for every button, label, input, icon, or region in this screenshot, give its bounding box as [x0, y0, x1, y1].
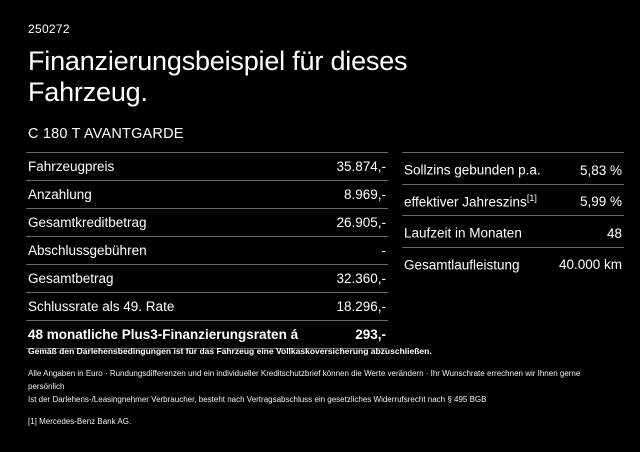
finance-table-right	[402, 152, 624, 278]
reference-number: 250272	[28, 22, 70, 36]
table-row	[26, 292, 388, 320]
table-row	[26, 180, 388, 208]
row-value: -	[381, 243, 386, 258]
row-label: Schlussrate als 49. Rate	[28, 299, 175, 314]
row-value: 293,-	[355, 327, 386, 342]
table-row	[26, 208, 388, 236]
page-title: Finanzierungsbeispiel für dieses Fahrzeug.	[28, 46, 408, 107]
row-value: 8.969,-	[343, 187, 386, 202]
footnote-bank-reference: [1] Mercedes-Benz Bank AG.	[28, 417, 132, 426]
row-label	[404, 253, 520, 274]
finance-tables	[26, 152, 622, 349]
row-value: 26.905,-	[336, 215, 386, 230]
footnote-marker: [1]	[526, 192, 537, 203]
row-label: Fahrzeugpreis	[28, 159, 115, 174]
table-row	[402, 247, 624, 279]
row-label-text: Laufzeit in Monaten	[404, 225, 522, 241]
row-value: 40.000 km	[558, 257, 622, 272]
row-label	[404, 190, 537, 211]
row-label: Anzahlung	[28, 187, 92, 202]
row-label: Gesamtbetrag	[28, 271, 114, 286]
vehicle-model: C 180 T AVANTGARDE	[28, 126, 184, 142]
row-label: 48 monatliche Plus3-Finanzierungsraten á	[28, 327, 299, 342]
row-value: 32.360,-	[336, 271, 386, 286]
row-label-text: Sollzins gebunden p.a.	[404, 162, 541, 178]
row-label: Gesamtkreditbetrag	[28, 215, 147, 230]
row-label-text: effektiver Jahreszins	[404, 194, 527, 209]
footnote-insurance-note: Gemäß den Darlehensbedingungen ist für das Fahrzeug eine Vollkaskoversicherung abzuschließen.	[28, 346, 432, 356]
table-row	[26, 264, 388, 292]
row-value: 48	[606, 225, 622, 241]
row-label	[404, 221, 522, 242]
row-label: Abschlussgebühren	[28, 243, 147, 258]
row-label	[404, 158, 541, 179]
table-row	[402, 152, 624, 184]
table-row	[26, 236, 388, 264]
footnote-line: Alle Angaben in Euro · Rundungsdifferenzen und ein individueller Kreditschutzbrief können die Werte verändern · Ihr Wunschrate errechnen wir Ihnen gerne persönlich	[28, 369, 581, 391]
footnotes	[28, 345, 608, 428]
row-label-text: Gesamtlaufleistung	[404, 257, 520, 272]
footnote-line: Ist der Darlehens-/Leasingnehmer Verbraucher, besteht nach Vertragsabschluss ein gesetzliches Widerrufsrecht nach § 495 BGB	[28, 395, 487, 404]
table-row	[402, 184, 624, 216]
table-row	[26, 152, 388, 180]
finance-table-left	[26, 152, 388, 349]
table-row	[402, 215, 624, 247]
row-value: 5,99 %	[579, 194, 622, 209]
row-value: 5,83 %	[579, 162, 622, 178]
row-value: 18.296,-	[336, 299, 386, 314]
row-value: 35.874,-	[336, 159, 386, 174]
